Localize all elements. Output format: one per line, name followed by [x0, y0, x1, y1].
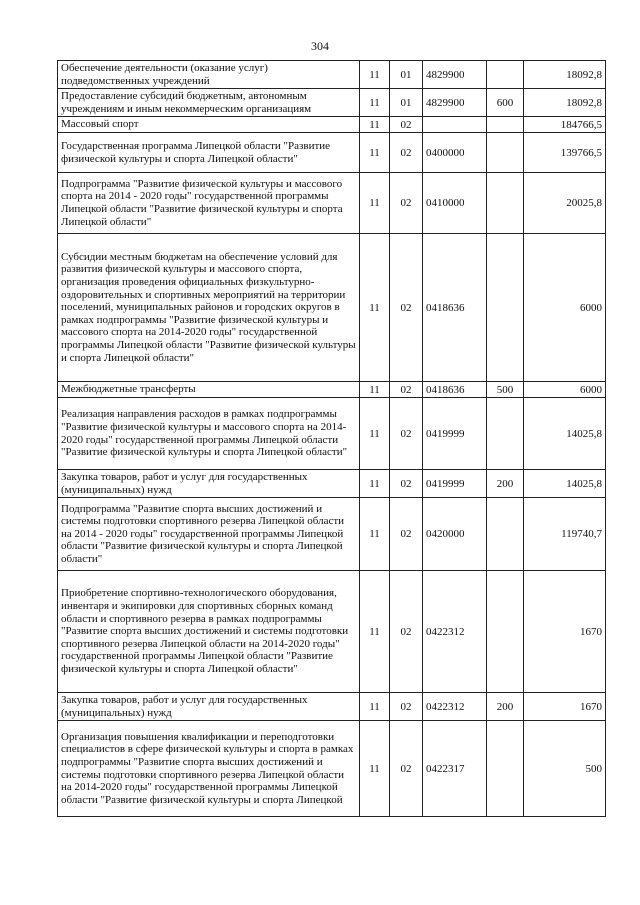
- row-target-code: 0419999: [423, 470, 487, 498]
- row-name: Подпрограмма "Развитие спорта высших достижений и системы подготовки спортивного резерва Липецкой области на 2014 - 2020 годы" государственной программы Липецкой области "Развитие физической культуры и спорта Липецкой области": [58, 498, 360, 571]
- row-expense-type: 600: [487, 89, 524, 117]
- row-amount: 14025,8: [524, 398, 606, 470]
- row-subsection: 02: [390, 398, 423, 470]
- row-section: 11: [360, 382, 390, 398]
- row-expense-type: [487, 234, 524, 382]
- row-expense-type: [487, 133, 524, 173]
- row-amount: 14025,8: [524, 470, 606, 498]
- row-name: Массовый спорт: [58, 117, 360, 133]
- row-expense-type: [487, 398, 524, 470]
- row-expense-type: 200: [487, 693, 524, 721]
- row-amount: 500: [524, 721, 606, 817]
- row-expense-type: [487, 173, 524, 234]
- table-row: [58, 133, 606, 173]
- table-row: [58, 117, 606, 133]
- row-section: 11: [360, 133, 390, 173]
- row-amount: 6000: [524, 234, 606, 382]
- row-subsection: 01: [390, 89, 423, 117]
- row-name: Закупка товаров, работ и услуг для государственных (муниципальных) нужд: [58, 470, 360, 498]
- row-section: 11: [360, 571, 390, 693]
- row-subsection: 01: [390, 61, 423, 89]
- table-row: [58, 89, 606, 117]
- table-row: [58, 470, 606, 498]
- row-target-code: 4829900: [423, 61, 487, 89]
- row-subsection: 02: [390, 470, 423, 498]
- row-target-code: 0418636: [423, 382, 487, 398]
- row-subsection: 02: [390, 498, 423, 571]
- row-expense-type: [487, 571, 524, 693]
- row-section: 11: [360, 173, 390, 234]
- page-number: 304: [311, 39, 329, 53]
- row-target-code: 4829900: [423, 89, 487, 117]
- row-expense-type: [487, 498, 524, 571]
- row-subsection: 02: [390, 133, 423, 173]
- row-section: 11: [360, 693, 390, 721]
- table-row: [58, 234, 606, 382]
- row-name: Предоставление субсидий бюджетным, автономным учреждениям и иным некоммерческим организациям: [58, 89, 360, 117]
- row-name: Реализация направления расходов в рамках подпрограммы "Развитие физической культуры и массового спорта на 2014-2020 годы" государственной программы Липецкой области "Развитие физической культуры и спорта Липецкой области": [58, 398, 360, 470]
- row-amount: 119740,7: [524, 498, 606, 571]
- row-amount: 20025,8: [524, 173, 606, 234]
- row-section: 11: [360, 117, 390, 133]
- row-subsection: 02: [390, 693, 423, 721]
- row-expense-type: [487, 117, 524, 133]
- row-amount: 6000: [524, 382, 606, 398]
- table-row: [58, 571, 606, 693]
- row-subsection: 02: [390, 382, 423, 398]
- table-row: [58, 721, 606, 817]
- row-amount: 184766,5: [524, 117, 606, 133]
- row-subsection: 02: [390, 571, 423, 693]
- row-subsection: 02: [390, 117, 423, 133]
- row-name: Закупка товаров, работ и услуг для государственных (муниципальных) нужд: [58, 693, 360, 721]
- row-expense-type: 500: [487, 382, 524, 398]
- row-name: Субсидии местным бюджетам на обеспечение условий для развития физической культуры и массового спорта, организация проведения официальных физкультурно-оздоровительных и спортивных мероприятий на территории поселений, муниципальных районов и городских округов в рамках подпрограммы "Развитие физической культуры и массового спорта на 2014-2020 годы" государственной программы Липецкой области "Развитие физической культуры и спорта Липецкой области": [58, 234, 360, 382]
- row-name: Обеспечение деятельности (оказание услуг) подведомственных учреждений: [58, 61, 360, 89]
- table-row: [58, 693, 606, 721]
- row-expense-type: [487, 721, 524, 817]
- row-subsection: 02: [390, 234, 423, 382]
- row-amount: 18092,8: [524, 89, 606, 117]
- row-section: 11: [360, 398, 390, 470]
- row-section: 11: [360, 470, 390, 498]
- row-subsection: 02: [390, 721, 423, 817]
- row-name: Государственная программа Липецкой области "Развитие физической культуры и спорта Липецкой области": [58, 133, 360, 173]
- row-section: 11: [360, 89, 390, 117]
- table-row: [58, 382, 606, 398]
- row-target-code: 0419999: [423, 398, 487, 470]
- table-row: [58, 61, 606, 89]
- row-section: 11: [360, 498, 390, 571]
- row-amount: 18092,8: [524, 61, 606, 89]
- row-target-code: 0418636: [423, 234, 487, 382]
- row-section: 11: [360, 61, 390, 89]
- row-expense-type: [487, 61, 524, 89]
- row-target-code: 0422312: [423, 693, 487, 721]
- row-target-code: 0422317: [423, 721, 487, 817]
- row-target-code: 0410000: [423, 173, 487, 234]
- row-amount: 1670: [524, 693, 606, 721]
- row-subsection: 02: [390, 173, 423, 234]
- row-target-code: 0422312: [423, 571, 487, 693]
- row-section: 11: [360, 234, 390, 382]
- row-target-code: 0400000: [423, 133, 487, 173]
- row-name: Организация повышения квалификации и переподготовки специалистов в сфере физической культуры и спорта в рамках подпрограммы "Развитие спорта высших достижений и системы подготовки спортивного резерва Липецкой области на 2014-2020 годы" государственной программы Липецкой области "Развитие физической культуры и спорта Липецкой: [58, 721, 360, 817]
- table-row: [58, 173, 606, 234]
- row-amount: 139766,5: [524, 133, 606, 173]
- row-target-code: 0420000: [423, 498, 487, 571]
- row-amount: 1670: [524, 571, 606, 693]
- table-row: [58, 498, 606, 571]
- row-section: 11: [360, 721, 390, 817]
- table-row: [58, 398, 606, 470]
- row-target-code: [423, 117, 487, 133]
- row-name: Приобретение спортивно-технологического оборудования, инвентаря и экипировки для спортивных сборных команд области и спортивного резерва в рамках подпрограммы "Развитие спорта высших достижений и системы подготовки спортивного резерва Липецкой области на 2014-2020 годы" государственной программы Липецкой области "Развитие физической культуры и спорта Липецкой области": [58, 571, 360, 693]
- row-name: Подпрограмма "Развитие физической культуры и массового спорта на 2014 - 2020 годы" государственной программы Липецкой области "Развитие физической культуры и спорта Липецкой области": [58, 173, 360, 234]
- budget-table: [57, 60, 606, 817]
- row-expense-type: 200: [487, 470, 524, 498]
- row-name: Межбюджетные трансферты: [58, 382, 360, 398]
